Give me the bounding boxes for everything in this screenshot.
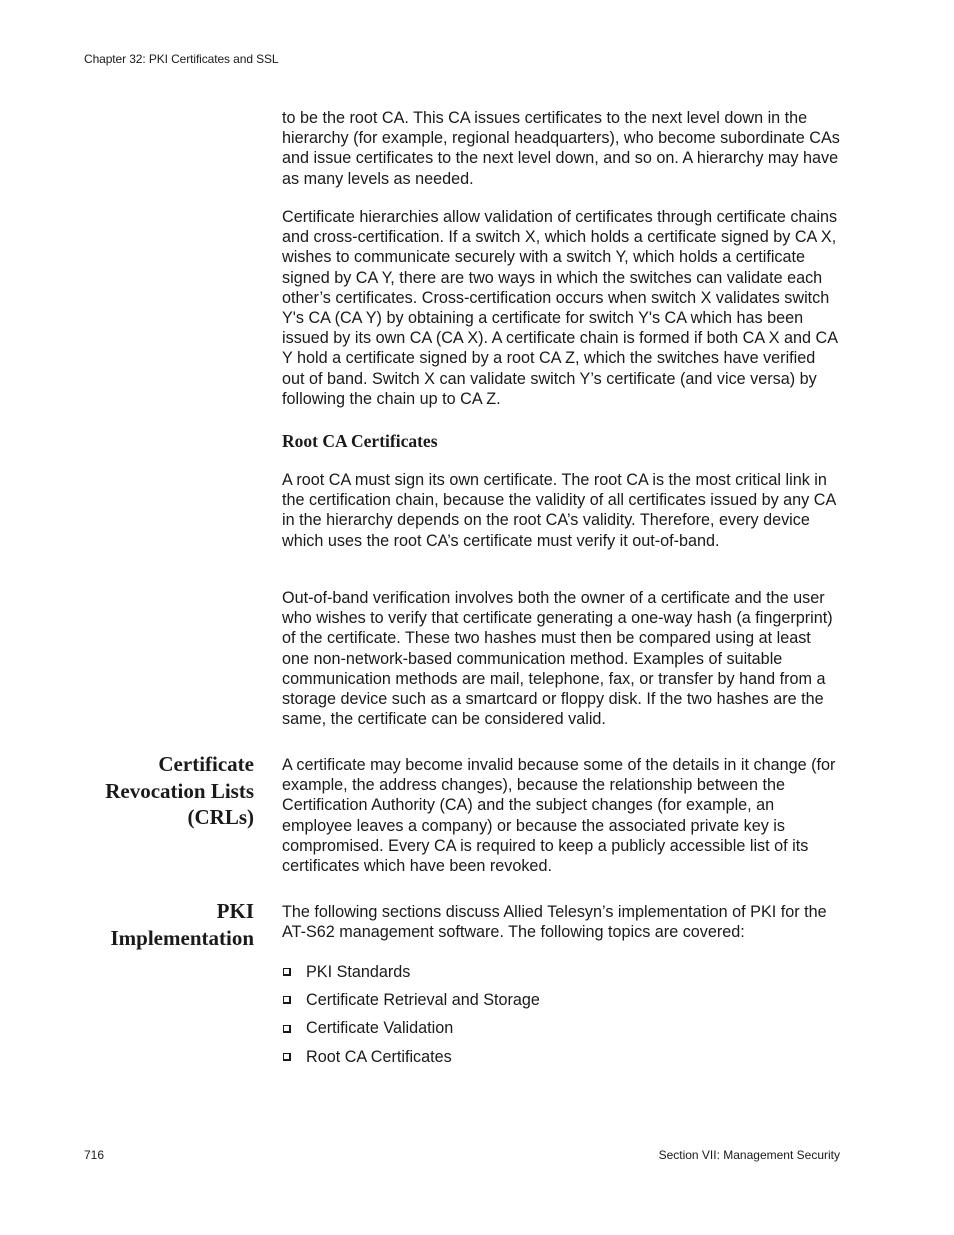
- paragraph-pki-implementation: [282, 902, 842, 942]
- topics-list: [282, 958, 540, 1071]
- root-ca-subheading: Root CA Certificates: [282, 431, 438, 451]
- list-item-label: PKI Standards: [306, 962, 411, 981]
- running-footer-section: Section VII: Management Security: [658, 1148, 840, 1162]
- pki-heading-line: Implementation: [110, 925, 254, 950]
- paragraph-text: to be the root CA. This CA issues certificates to the next level down in the hierarchy (for example, regional headquarters), who become subordinate CAs and issue certificates to the next level down, and so on. A hierarchy may have as many levels as needed.: [282, 109, 840, 188]
- pki-implementation-heading: [54, 898, 254, 951]
- paragraph-root-hierarchy: [282, 108, 842, 189]
- list-item-label: Root CA Certificates: [306, 1047, 452, 1066]
- list-item: [282, 1043, 540, 1071]
- paragraph-text: A root CA must sign its own certificate. The root CA is the most critical link in the certification chain, because the validity of all certificates issued by any CA in the hierarchy depends on the root CA’s validity. Therefore, every device which uses the root CA’s certificate must verify it out-of-band.: [282, 471, 836, 550]
- list-item-label: Certificate Validation: [306, 1019, 454, 1038]
- paragraph-text: A certificate may become invalid because some of the details in it change (for example, the address changes), because the relationship between the Certification Authority (CA) and the subject changes (for example, an employee leaves a company) or because the associated private key is compromised. Every CA is required to keep a publicly accessible list of its certificates which have been revoked.: [282, 756, 836, 876]
- crl-section-heading: [54, 751, 254, 831]
- pki-heading-line: PKI: [216, 899, 254, 923]
- paragraph-text: Out-of-band verification involves both the owner of a certificate and the user who wishes to verify that certificate generating a one-way hash (a fingerprint) of the certificate. These two hashes must then be compared using at least one non-network-based communication method. Examples of suitable communication methods are mail, telephone, fax, or transfer by hand from a storage device such as a smartcard or floppy disk. If the two hashes are the same, the certificate can be considered valid.: [282, 589, 833, 729]
- list-item: [282, 958, 540, 986]
- box-bullet-icon: [283, 1053, 291, 1061]
- list-item: [282, 1015, 540, 1043]
- crl-heading-line: Certificate: [158, 752, 254, 776]
- crl-heading-line: (CRLs): [187, 805, 254, 829]
- paragraph-crl: [282, 755, 842, 876]
- list-item: [282, 986, 540, 1014]
- paragraph-certificate-hierarchies: [282, 207, 842, 409]
- crl-heading-line: Revocation Lists: [105, 778, 254, 803]
- list-item-label: Certificate Retrieval and Storage: [306, 990, 540, 1009]
- paragraph-root-ca: [282, 470, 842, 551]
- paragraph-text: Certificate hierarchies allow validation of certificates through certificate chains and cross-certification. If a switch X, which holds a certificate signed by CA X, wishes to communicate securely with a switch Y, which holds a certificate signed by CA Y, there are two ways in which the switches can validate each other’s certificates. Cross-certification occurs when switch X validates switch Y's CA (CA Y) by obtaining a certificate for switch Y's CA which has been issued by its own CA (CA X). A certificate chain is formed if both CA X and CA Y hold a certificate signed by a root CA Z, which the switches have verified out of band. Switch X can validate switch Y’s certificate (and vice versa) by following the chain up to CA Z.: [282, 208, 838, 408]
- paragraph-out-of-band: [282, 588, 842, 729]
- box-bullet-icon: [283, 1025, 291, 1033]
- box-bullet-icon: [283, 968, 291, 976]
- running-header: Chapter 32: PKI Certificates and SSL: [84, 52, 279, 66]
- paragraph-text: The following sections discuss Allied Telesyn’s implementation of PKI for the AT-S62 management software. The following topics are covered:: [282, 903, 827, 942]
- page-number: 716: [84, 1148, 105, 1162]
- box-bullet-icon: [283, 996, 291, 1004]
